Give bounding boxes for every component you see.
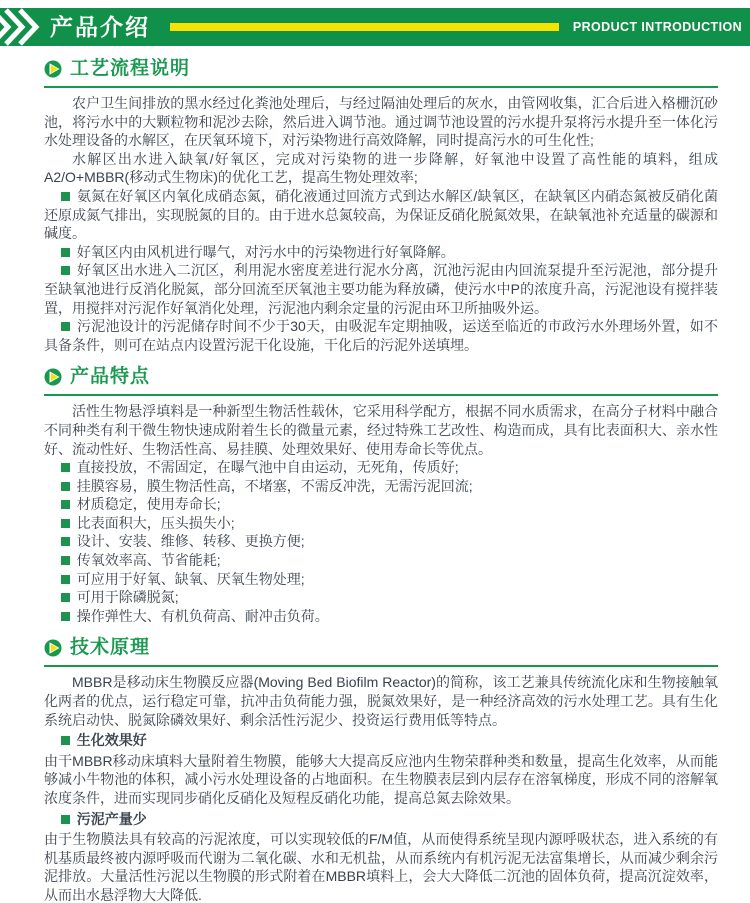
bullet-square-icon [61,612,70,621]
section-underline [44,394,718,396]
section-underline [44,86,718,88]
bullet-item: 氨氮在好氧区内氧化成硝态氮，硝化液通过回流方式到达水解区/缺氧区，在缺氧区内硝态氮被反硝化菌还原成氮气排出，实现脱氮的目的。由于进水总氮较高，为保证反硝化脱氮效果，在缺氧池补充适量的碳源和碱度。 [44,187,718,242]
section-title: 产品特点 [70,366,151,388]
sub-heading: 污泥产量少 [44,810,718,829]
section-3 [44,635,718,903]
bullet-item: 好氧区出水进入二沉区，利用泥水密度差进行泥水分离，沉池污泥由内回流泵提升至污泥池，部分提升至缺氧池进行反消化脱氮，部分回流至厌氧池主要功能为释放磷，使污水中P的浓度升高，污泥池设有搅拌装置，用搅拌对污泥作好氧消化处理，污泥池内剩余定量的污泥由环卫所抽吸外运。 [44,262,718,316]
paragraph: 水解区出水进入缺氧/好氧区，完成对污染物的进一步降解，好氧池中设置了高性能的填料，组成A2/O+MBBR(移动式生物床)的优化工艺，提高生物处理效率; [44,150,718,186]
bullet-item: 材质稳定，使用寿命长; [44,495,718,514]
paragraph: 活性生物悬浮填料是一种新型生物活性载休，它采用科学配方，根据不同水质需求，在高分子材料中融合不同种类有利干微生物快速成附着生长的微量元素，经过特殊工艺改性、构造而成，具有比表面积大、亲水性好、流动性好、生物活性高、易挂膜、处理效果好、使用寿命长等优点。 [44,403,718,457]
page-title: 产品介绍 [50,14,150,40]
bullet-item: 污泥池设计的污泥储存时间不少于30天，由吸泥车定期抽吸，运送至临近的市政污水外理场外置，如不具备条件，则可在站点内设置污泥干化设施，干化后的污泥外送填埋。 [44,318,718,353]
section-1 [44,56,718,354]
paragraph: 由干MBBR移动床填料大量附着生物膜，能够大大提高反应池内生物荣群种类和数量，提高生化效率，从而能够减小牛物池的体积，减小污水处理设备的占地面积。在生物膜表层到内层存在溶氧梯度，形成不同的溶解氧浓度条件，进而实现同步硝化反硝化及短程反硝化功能，提高总氮去除效果。 [44,752,718,806]
section-header [44,635,718,661]
sub-heading: 生化效果好 [44,731,718,750]
bullet-item: 比表面积大，压头损失小; [44,514,718,533]
bullet-item: 传氧效率高、节省能耗; [44,551,718,570]
bullet-square-icon [61,575,70,584]
section-body [44,94,718,354]
section-body [44,402,718,625]
bullet-square-icon [61,192,70,201]
bullet-square-icon [61,322,70,331]
bullet-square-icon [61,519,70,528]
yellow-divider [170,23,559,31]
page-subtitle: PRODUCT INTRODUCTION [572,20,742,34]
bullet-square-icon [61,500,70,509]
section-title: 技术原理 [70,637,151,659]
bullet-square-icon [61,248,70,257]
bullet-item: 操作弹性大、有机负荷高、耐冲击负荷。 [44,607,718,626]
play-circle-icon [44,368,62,386]
section-underline [44,665,718,667]
bullet-square-icon [61,556,70,565]
bullet-square-icon [61,537,70,546]
bullet-square-icon [61,736,70,745]
section-body [44,673,718,903]
section-title: 工艺流程说明 [70,58,191,79]
paragraph: MBBR是移动床生物膜反应器(Moving Bed Biofilm Reactor)的简称，该工艺兼具传统流化床和生物接触氧化两者的优点，运行稳定可靠，抗冲击负荷能力强，脱氮效果好，是一种经济高效的污水处理工艺。具有生化系统启动快、脱氮除磷效果好、剩余活性污泥少、投资运行费用低等特点。 [44,674,718,728]
play-circle-icon [44,60,62,78]
bullet-square-icon [61,482,70,491]
play-circle-icon [44,639,62,657]
bullet-item: 挂膜容易，膜生物活性高，不堵塞，不需反冲洗，无需污泥回流; [44,477,718,496]
section-2 [44,364,718,625]
double-chevron-right-icon [0,8,44,46]
paragraph: 农户卫生间排放的黑水经过化粪池处理后，与经过隔油处理后的灰水，由管网收集，汇合后进入格栅沉砂池，将污水中的大颗粒物和泥沙去除，然后进入调节池。通过调节池设置的污水提升泵将污水提升至一体化污水处理设备的水解区，在厌氧环境下，对污染物进行高效降解，同时提高污水的可生化性; [44,95,718,149]
paragraph: 由于生物膜法具有较高的污泥浓度，可以实现较低的F/M值，从而使得系统呈现内源呼吸状态，进入系统的有机基质最终被内源呼吸而代谢为二氧化碳、水和无机盐，从而系统内有机污泥无法富集增长，从而减少剩余污泥排放。大量活性污泥以生物膜的形式附着在MBBR填料上，会大大降低二沉池的固体负荷，提高沉淀效率，从而出水悬浮物大大降低. [44,831,718,903]
content [0,56,750,903]
page-header-banner [0,8,750,46]
bullet-item: 直接投放，不需固定，在曝气池中自由运动，无死角，传质好; [44,458,718,477]
section-header [44,56,718,82]
bullet-square-icon [61,593,70,602]
bullet-square-icon [61,815,70,824]
bullet-square-icon [61,266,70,275]
bullet-item: 好氧区内由风机进行曝气，对污水中的污染物进行好氧降解。 [44,243,718,262]
bullet-item: 可应用于好氧、缺氧、厌氧生物处理; [44,570,718,589]
bullet-square-icon [61,463,70,472]
section-header [44,364,718,390]
bullet-item: 设计、安装、维修、转移、更换方便; [44,532,718,551]
bullet-item: 可用于除磷脱氮; [44,588,718,607]
